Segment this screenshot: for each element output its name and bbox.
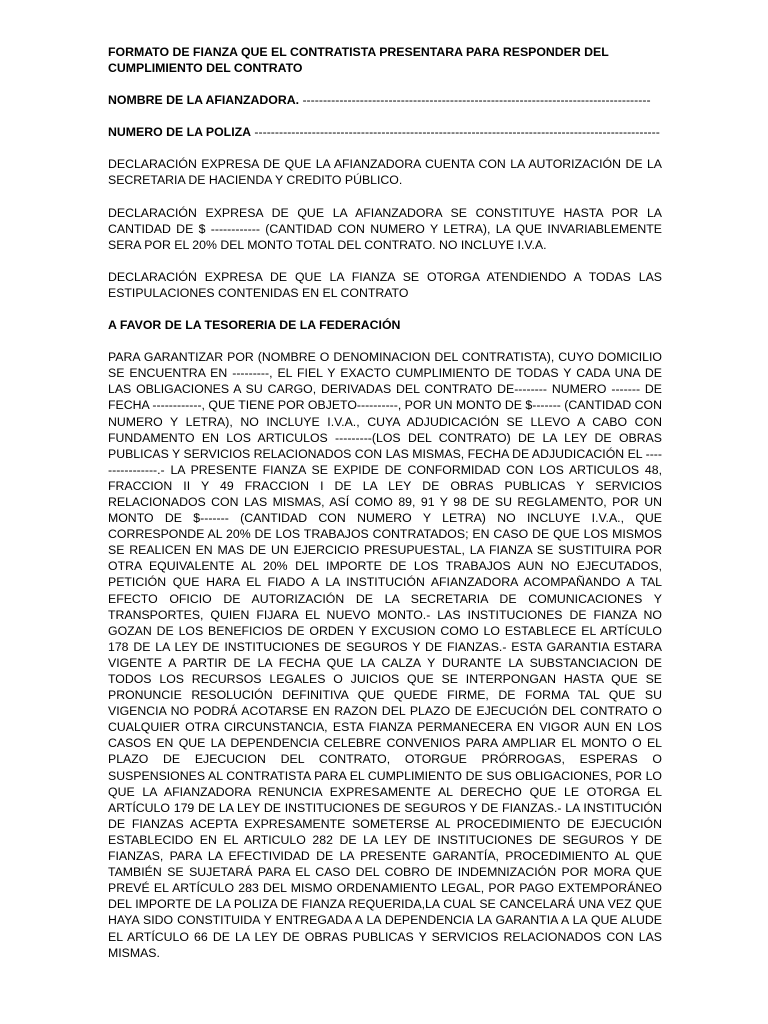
poliza-field [108,124,662,140]
declaracion-cantidad: DECLARACIÓN EXPRESA DE QUE LA AFIANZADORA SE CONSTITUYE HASTA POR LA CANTIDAD DE $ ------------ (CANTIDAD CON NUMERO Y LETRA), LA QUE INVARIABLEMENTE SERA POR EL 20% DEL MONTO TOTAL DEL CONTRATO. NO INCLUYE I.V.A. [108,205,662,252]
poliza-dashes: --------------------------------------------------------------------------------------------------- [251,125,660,140]
declaracion-autorizacion: DECLARACIÓN EXPRESA DE QUE LA AFIANZADORA CUENTA CON LA AUTORIZACIÓN DE LA SECRETARIA DE HACIENDA Y CREDITO PÚBLICO. [108,157,662,188]
declaracion-estipulaciones: DECLARACIÓN EXPRESA DE QUE LA FIANZA SE OTORGA ATENDIENDO A TODAS LAS ESTIPULACIONES CONTENIDAS EN EL CONTRATO [108,269,662,300]
afianzadora-field [108,92,662,108]
afianzadora-label: NOMBRE DE LA AFIANZADORA. [108,93,300,108]
document-title: FORMATO DE FIANZA QUE EL CONTRATISTA PRESENTARA PARA RESPONDER DEL CUMPLIMIENTO DEL CONTRATO [108,45,609,76]
poliza-label: NUMERO DE LA POLIZA [108,125,252,140]
document-page [108,44,662,961]
afianzadora-dashes: ------------------------------------------------------------------------------------- [299,93,651,108]
fianza-body-paragraph: PARA GARANTIZAR POR (NOMBRE O DENOMINACION DEL CONTRATISTA), CUYO DOMICILIO SE ENCUENTRA EN ---------, EL FIEL Y EXACTO CUMPLIMIENTO DE TODAS Y CADA UNA DE LAS OBLIGACIONES A SU CARGO, DERIVADAS DEL CONTRATO DE-------- NUMERO ------- DE FECHA ------------, QUE TIENE POR OBJETO----------, POR UN MONTO DE $------- (CANTIDAD CON NUMERO Y LETRA), NO INCLUYE I.V.A., CUYA ADJUDICACIÓN SE LLEVO A CABO CON FUNDAMENTO EN LOS ARTICULOS ---------(LOS DEL CONTRATO) DE LA LEY DE OBRAS PUBLICAS Y SERVICIOS RELACIONADOS CON LAS MISMAS, FECHA DE ADJUDICACIÓN EL ----------------.- LA PRESENTE FIANZA SE EXPIDE DE CONFORMIDAD CON LOS ARTICULOS 48, FRACCION II Y 49 FRACCION I DE LA LEY DE OBRAS PUBLICAS Y SERVICIOS RELACIONADOS CON LAS MISMAS, ASÍ COMO 89, 91 Y 98 DE SU REGLAMENTO, POR UN MONTO DE $------- (CANTIDAD CON NUMERO Y LETRA) NO INCLUYE I.V.A., QUE CORRESPONDE AL 20% DE LOS TRABAJOS CONTRATADOS; EN CASO DE QUE LOS MISMOS SE REALICEN EN MAS DE UN EJERCICIO PRESUPUESTAL, LA FIANZA SE SUSTITUIRA POR OTRA EQUIVALENTE AL 20% DEL IMPORTE DE LOS TRABAJOS AUN NO EJECUTADOS, PETICIÓN QUE HARA EL FIADO A LA INSTITUCIÓN AFIANZADORA ACOMPAÑANDO A TAL EFECTO OFICIO DE AUTORIZACIÓN DE LA SECRETARIA DE COMUNICACIONES Y TRANSPORTES, QUIEN FIJARA EL NUEVO MONTO.- LAS INSTITUCIONES DE FIANZA NO GOZAN DE LOS BENEFICIOS DE ORDEN Y EXCUSION COMO LO ESTABLECE EL ARTÍCULO 178 DE LA LEY DE INSTITUCIONES DE SEGUROS Y DE FIANZAS.- ESTA GARANTIA ESTARA VIGENTE A PARTIR DE LA FECHA QUE LA CALZA Y DURANTE LA SUBSTANCIACION DE TODOS LOS RECURSOS LEGALES O JUICIOS QUE SE INTERPONGAN HASTA QUE SE PRONUNCIE RESOLUCIÓN DEFINITIVA QUE QUEDE FIRME, DE FORMA TAL QUE SU VIGENCIA NO PODRÁ ACOTARSE EN RAZON DEL PLAZO DE EJECUCIÓN DEL CONTRATO O CUALQUIER OTRA CIRCUNSTANCIA, ESTA FIANZA PERMANECERA EN VIGOR AUN EN LOS CASOS EN QUE LA DEPENDENCIA CELEBRE CONVENIOS PARA AMPLIAR EL MONTO O EL PLAZO DE EJECUCION DEL CONTRATO, OTORGUE PRÓRROGAS, ESPERAS O SUSPENSIONES AL CONTRATISTA PARA EL CUMPLIMIENTO DE SUS OBLIGACIONES, POR LO QUE LA AFIANZADORA RENUNCIA EXPRESAMENTE AL DERECHO QUE LE OTORGA EL ARTÍCULO 179 DE LA LEY DE INSTITUCIONES DE SEGUROS Y DE FIANZAS.- LA INSTITUCIÓN DE FIANZAS ACEPTA EXPRESAMENTE SOMETERSE AL PROCEDIMIENTO DE EJECUCIÓN ESTABLECIDO EN EL ARTICULO 282 DE LA LEY DE INSTITUCIONES DE SEGUROS Y DE FIANZAS, PARA LA EFECTIVIDAD DE LA PRESENTE GARANTÍA, PROCEDIMIENTO AL QUE TAMBIÉN SE SUJETARÁ PARA EL CASO DEL COBRO DE INDEMNIZACIÓN POR MORA QUE PREVÉ EL ARTÍCULO 283 DEL MISMO ORDENAMIENTO LEGAL, POR PAGO EXTEMPORÁNEO DEL IMPORTE DE LA POLIZA DE FIANZA REQUERIDA,LA CUAL SE CANCELARÁ UNA VEZ QUE HAYA SIDO CONSTITUIDA Y ENTREGADA A LA DEPENDENCIA LA GARANTIA A LA QUE ALUDE EL ARTÍCULO 66 DE LA LEY DE OBRAS PUBLICAS Y SERVICIOS RELACIONADOS CON LAS MISMAS. [108,350,662,960]
favor-heading: A FAVOR DE LA TESORERIA DE LA FEDERACIÓN [108,318,401,333]
